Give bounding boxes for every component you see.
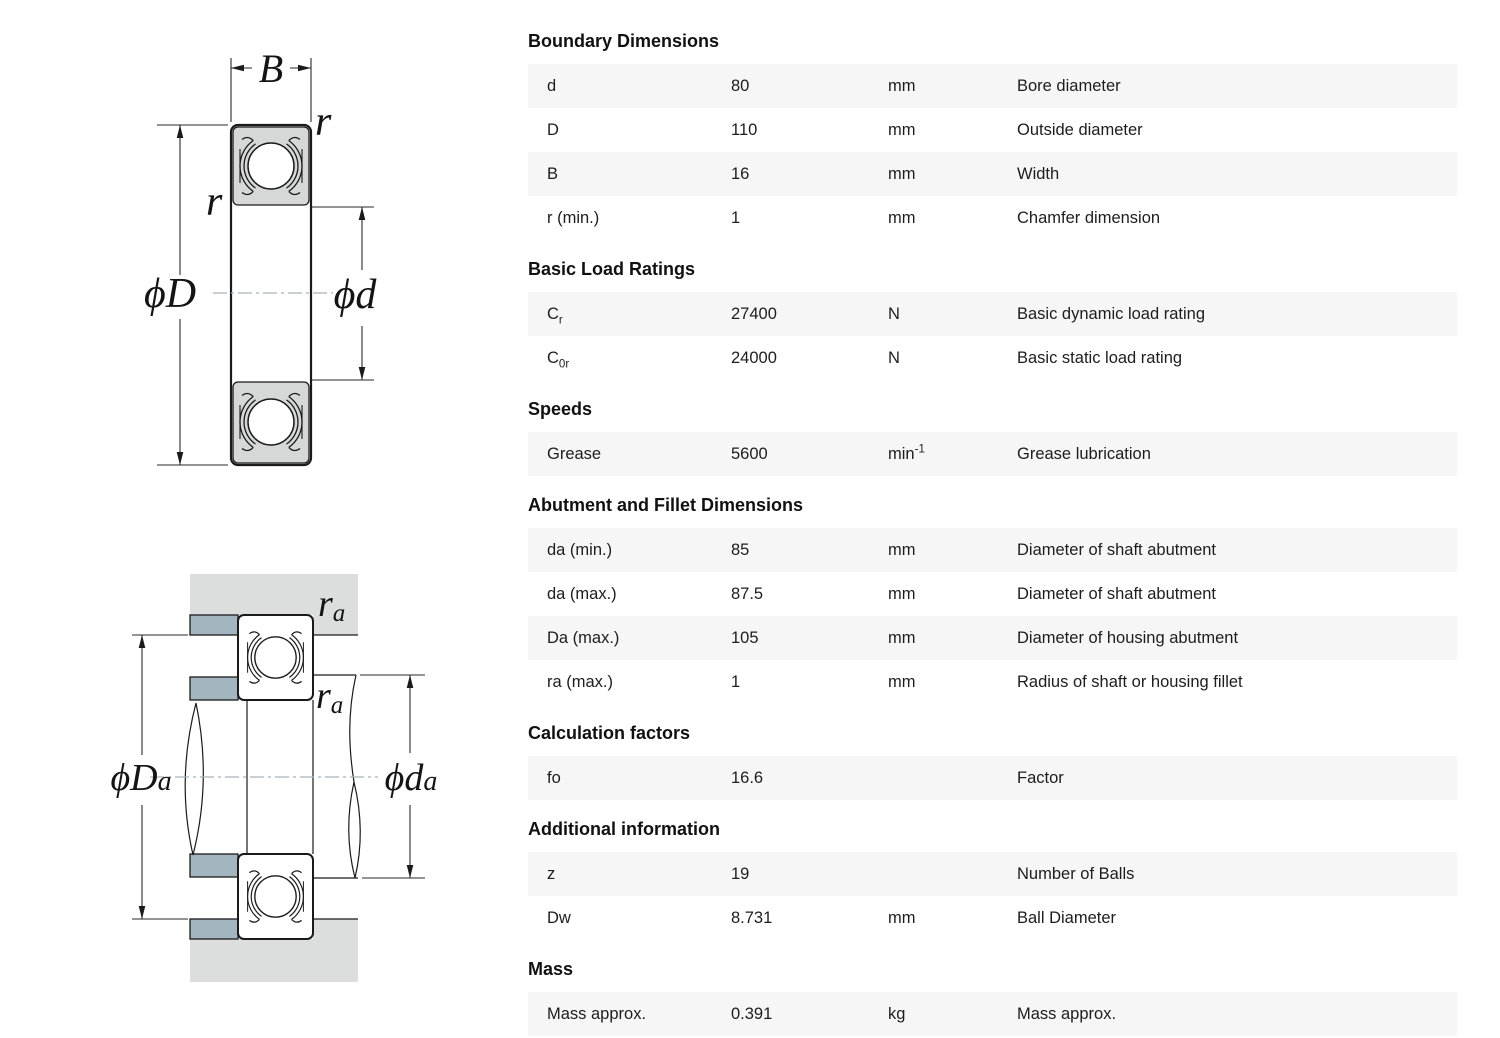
spec-value: 16.6 [731,769,764,787]
spec-row [528,336,1457,380]
spec-section [528,818,1457,940]
spec-label: $C_r$ [547,305,563,327]
spec-unit: mm [888,77,916,95]
chamfer-left-label: r [206,179,223,225]
spec-label: ra (max.) [547,673,613,691]
chamfer-top-label: r [315,99,332,145]
spec-description: Outside diameter [1017,121,1143,139]
housing-abutment-label: ϕDa [110,757,172,799]
spec-unit: mm [888,629,916,647]
spec-description: Bore diameter [1017,77,1121,95]
spec-value: 1 [731,209,741,227]
spec-row [528,852,1457,896]
spec-row [528,572,1457,616]
housing-fillet-label: ra [318,583,346,627]
bearing-mounting-diagram [100,555,460,1038]
spec-unit: kg [888,1005,906,1023]
spec-row [528,616,1457,660]
spec-row [528,896,1457,940]
spec-value: 16 [731,165,750,183]
spec-row [528,432,1457,476]
spec-value: 110 [731,121,758,139]
spec-description: Factor [1017,769,1064,787]
section-title: Additional information [528,819,720,839]
spec-description: Diameter of housing abutment [1017,629,1239,647]
section-title: Mass [528,959,574,979]
spec-value: 1 [731,673,741,691]
spec-unit: N [888,349,900,367]
spec-unit: mm [888,541,916,559]
spec-value: 5600 [731,445,768,463]
section-title: Basic Load Ratings [528,259,696,279]
shaft-fillet-label: ra [316,675,344,719]
spec-value: 24000 [731,349,777,367]
bore-diameter-label: ϕd [333,272,377,318]
spec-unit: mm [888,909,916,927]
spec-description: Chamfer dimension [1017,209,1161,227]
spec-label: Grease [547,445,602,463]
spec-row [528,992,1457,1036]
section-title: Speeds [528,399,593,419]
spec-label: D [547,121,559,139]
section-title: Calculation factors [528,723,691,743]
spec-label: da (min.) [547,541,613,559]
spec-section [528,494,1457,704]
spec-description: Grease lubrication [1017,445,1151,463]
spec-label: fo [547,769,561,787]
spec-label: r (min.) [547,209,600,227]
spec-section [528,722,1457,800]
spec-value: 19 [731,865,750,883]
spec-unit: mm [888,165,916,183]
spec-unit: $\min^{-1}$ [888,443,925,463]
spec-section [528,958,1457,1036]
spec-row [528,64,1457,108]
spec-value: 0.391 [731,1005,773,1023]
spec-section [528,30,1457,240]
spec-value: 105 [731,629,759,647]
section-title: Boundary Dimensions [528,31,720,51]
spec-row [528,660,1457,704]
spec-value: 27400 [731,305,777,323]
spec-unit: mm [888,673,916,691]
spec-row [528,108,1457,152]
spec-unit: N [888,305,900,323]
section-title: Abutment and Fillet Dimensions [528,495,804,515]
spec-section [528,258,1457,380]
spec-label: Dw [547,909,571,927]
spec-description: Number of Balls [1017,865,1135,883]
spec-description: Diameter of shaft abutment [1017,585,1217,603]
bearing-cross-section-diagram [100,30,460,510]
spec-label: z [547,865,556,883]
spec-description: Width [1017,165,1060,183]
spec-table [528,0,1457,1036]
spec-description: Ball Diameter [1017,909,1117,927]
spec-row [528,292,1457,336]
spec-description: Radius of shaft or housing fillet [1017,673,1243,691]
spec-description: Basic static load rating [1017,349,1183,367]
spec-row [528,528,1457,572]
spec-row [528,152,1457,196]
spec-description: Basic dynamic load rating [1017,305,1206,323]
spec-label: d [547,77,557,95]
spec-row [528,756,1457,800]
spec-value: 87.5 [731,585,764,603]
spec-label: Da (max.) [547,629,620,647]
spec-unit: mm [888,585,916,603]
spec-label: $C_{0r}$ [547,349,570,371]
spec-value: 80 [731,77,750,95]
spec-label: da (max.) [547,585,617,603]
spec-value: 85 [731,541,750,559]
spec-description: Diameter of shaft abutment [1017,541,1217,559]
spec-unit: mm [888,209,916,227]
width-dim-label: B [258,46,284,91]
outer-diameter-label: ϕD [143,271,197,317]
spec-row [528,196,1457,240]
spec-label: Mass approx. [547,1005,647,1023]
spec-value: 8.731 [731,909,773,927]
spec-label: B [547,165,559,183]
spec-description: Mass approx. [1017,1005,1117,1023]
shaft-abutment-label: ϕda [384,757,438,799]
spec-section [528,398,1457,476]
spec-unit: mm [888,121,916,139]
